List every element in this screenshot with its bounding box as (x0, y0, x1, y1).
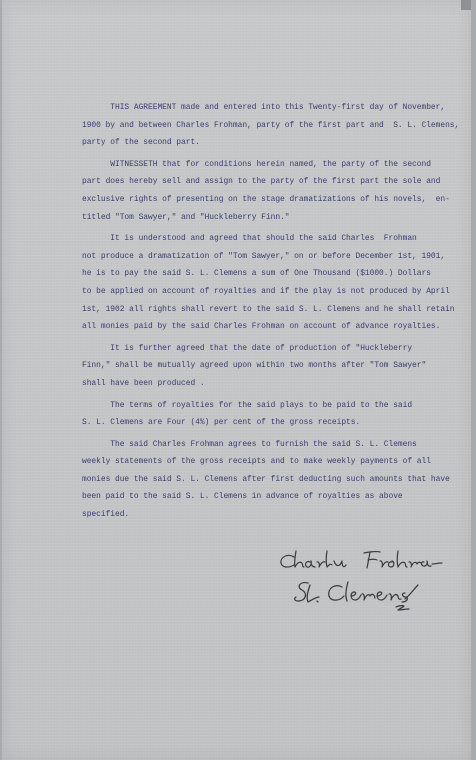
text-line: monies due the said S. L. Clemens after first deducting such amounts that have (82, 474, 450, 484)
text-line: It is understood and agreed that should the said Charles Frohman (82, 234, 417, 244)
text-line: THIS AGREEMENT made and entered into this Twenty-first day of November, (82, 103, 446, 112)
agreement-body (82, 99, 470, 524)
text-line: The said Charles Frohman agrees to furnish the said S. L. Clemens (82, 439, 417, 449)
signature-sl-clemens (272, 575, 447, 611)
paragraph-huckleberry-finn (82, 340, 470, 393)
text-line: all monies paid by the said Charles Frohman on account of advance royalties. (82, 322, 441, 332)
text-line: exclusive rights of presenting on the stage dramatizations of his novels, en- (82, 194, 450, 204)
text-line: Finn," shall be mutually agreed upon within two months after "Tom Sawyer" (82, 361, 427, 371)
text-line: weekly statements of the gross receipts and to make weekly payments of all (82, 457, 431, 467)
text-line: party of the second part. (82, 138, 200, 148)
text-line: The terms of royalties for the said plays to be paid to the said (82, 400, 413, 410)
paragraph-intro (82, 99, 470, 152)
text-line: 1900 by and between Charles Frohman, party of the first part and S. L. Clemens, (82, 120, 460, 130)
paragraph-weekly-statements (82, 436, 470, 524)
text-line: he is to pay the said S. L. Clemens a sum of One Thousand ($1000.) Dollars (82, 269, 431, 279)
text-line: part does hereby sell and assign to the party of the first part the sole and (82, 177, 441, 187)
text-line: to be applied on account of royalties and if the play is not produced by April (82, 286, 450, 296)
document-page (2, 0, 471, 760)
text-line: specified. (82, 510, 130, 520)
paragraph-royalties (82, 397, 470, 432)
text-line: It is further agreed that the date of production of "Huckleberry (82, 343, 413, 353)
signature-frohman-mark (272, 543, 447, 579)
text-line: 1st, 1902 all rights shall revert to the said S. L. Clemens and he shall retain (82, 304, 455, 314)
page-corner (461, 0, 471, 10)
text-line: WITNESSETH that for conditions herein named, the party of the second (82, 159, 431, 169)
text-line: S. L. Clemens are Four (4%) per cent of the gross receipts. (82, 418, 361, 428)
text-line: titled "Tom Sawyer," and "Huckleberry Finn." (82, 212, 290, 222)
text-line: not produce a dramatization of "Tom Sawyer," on or before December 1st, 1901, (82, 251, 446, 261)
paragraph-witnesseth (82, 156, 470, 226)
paragraph-tom-sawyer-terms (82, 230, 470, 336)
text-line: shall have been produced . (82, 378, 205, 388)
signature-charles-frohman (272, 543, 447, 579)
text-line: been paid to the said S. L. Clemens in advance of royalties as above (82, 492, 403, 502)
signature-clemens-mark (272, 575, 447, 611)
